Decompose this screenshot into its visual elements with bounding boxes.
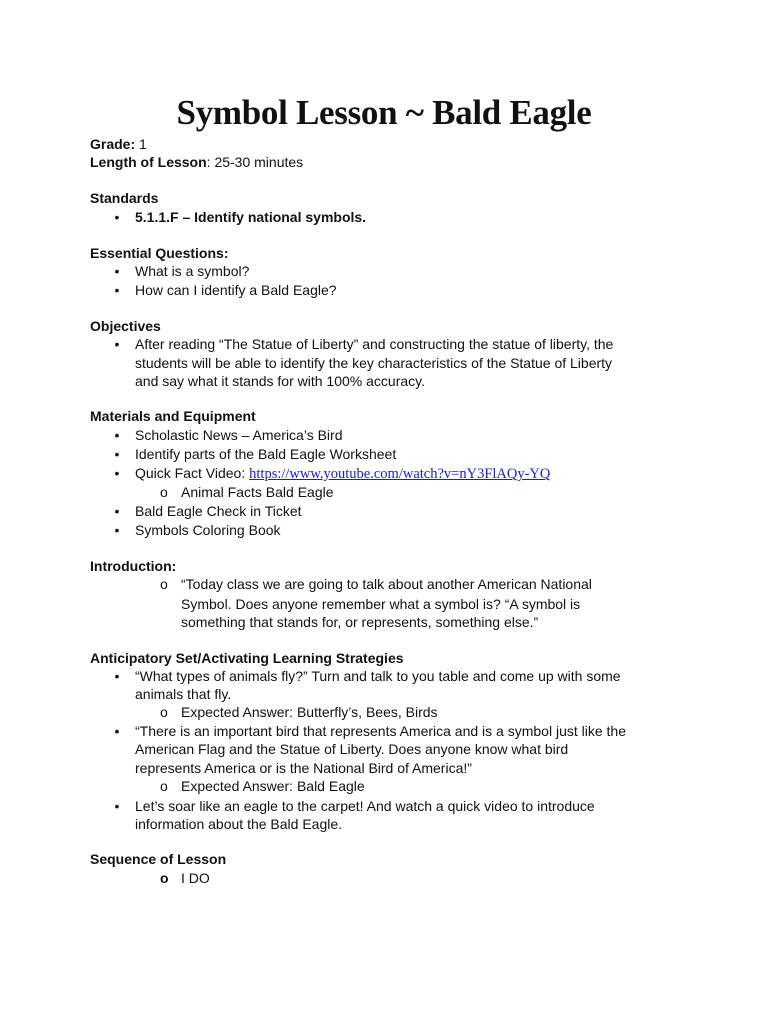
anticipatory-line: “What types of animals fly?” Turn and talk to you table and come up with some [135, 668, 621, 684]
material-item: Symbols Coloring Book [135, 522, 281, 538]
introduction-line: something that stands for, or represents, something else.” [181, 614, 539, 630]
objectives-heading: Objectives [90, 318, 161, 334]
bullet-icon: • [114, 209, 120, 225]
standard-item: 5.1.1.F – Identify national symbols. [135, 209, 367, 225]
circle-bullet-icon: o [160, 704, 168, 720]
anticipatory-line: information about the Bald Eagle. [135, 816, 343, 832]
anticipatory-line: represents America or is the National Bird of America!” [135, 760, 472, 776]
circle-bullet-icon: o [160, 576, 168, 592]
length-line [90, 153, 303, 171]
bullet-icon: • [114, 723, 120, 739]
bullet-icon: • [114, 668, 120, 684]
bullet-icon: • [114, 522, 120, 538]
bullet-icon: • [114, 446, 120, 462]
materials-heading: Materials and Equipment [90, 408, 256, 424]
bullet-icon: • [114, 798, 120, 814]
material-prefix: Quick Fact Video: [135, 465, 250, 481]
bullet-icon: • [114, 336, 120, 352]
bullet-icon: • [114, 465, 120, 481]
sequence-heading: Sequence of Lesson [90, 851, 227, 867]
sequence-item: I DO [181, 870, 210, 886]
introduction-line: “Today class we are going to talk about another American National [181, 576, 592, 592]
bullet-icon: • [114, 503, 120, 519]
circle-bullet-icon: o [160, 778, 168, 794]
objective-line: and say what it stands for with 100% accuracy. [135, 373, 425, 389]
page-title: Symbol Lesson ~ Bald Eagle [176, 93, 592, 132]
anticipatory-line: animals that fly. [135, 686, 232, 702]
bullet-icon: • [114, 263, 120, 279]
introduction-line: Symbol. Does anyone remember what a symbol is? “A symbol is [181, 596, 581, 612]
material-item: Identify parts of the Bald Eagle Worksheet [135, 446, 397, 462]
question-item: What is a symbol? [135, 263, 250, 279]
circle-bullet-icon: o [160, 870, 169, 886]
bullet-icon: • [114, 427, 120, 443]
material-item [135, 464, 550, 483]
anticipatory-heading: Anticipatory Set/Activating Learning Strategies [90, 650, 404, 666]
expected-answer: Expected Answer: Bald Eagle [181, 778, 365, 794]
question-item: How can I identify a Bald Eagle? [135, 282, 337, 298]
grade-value: 1 [135, 136, 147, 152]
anticipatory-line: American Flag and the Statue of Liberty. Does anyone know what bird [135, 741, 569, 757]
length-value: : 25-30 minutes [206, 154, 304, 170]
standards-heading: Standards [90, 190, 159, 206]
anticipatory-line: Let’s soar like an eagle to the carpet! And watch a quick video to introduce [135, 798, 595, 814]
length-label: Length of Lesson [90, 154, 207, 170]
introduction-heading: Introduction: [90, 558, 177, 574]
material-item: Bald Eagle Check in Ticket [135, 503, 302, 519]
material-item: Scholastic News – America’s Bird [135, 427, 343, 443]
bullet-icon: • [114, 282, 120, 298]
material-subitem: Animal Facts Bald Eagle [181, 484, 334, 500]
grade-line [90, 135, 147, 153]
grade-label: Grade: [90, 136, 136, 152]
essential-questions-heading: Essential Questions: [90, 245, 229, 261]
objective-line: After reading “The Statue of Liberty” and constructing the statue of liberty, the [135, 336, 614, 352]
circle-bullet-icon: o [160, 484, 168, 500]
anticipatory-line: “There is an important bird that represents America and is a symbol just like the [135, 723, 626, 739]
objective-line: students will be able to identify the key characteristics of the Statue of Liberty [135, 355, 613, 371]
expected-answer: Expected Answer: Butterfly’s, Bees, Birds [181, 704, 438, 720]
video-link[interactable]: https://www.youtube.com/watch?v=nY3FlAQy-YQ [249, 466, 551, 482]
